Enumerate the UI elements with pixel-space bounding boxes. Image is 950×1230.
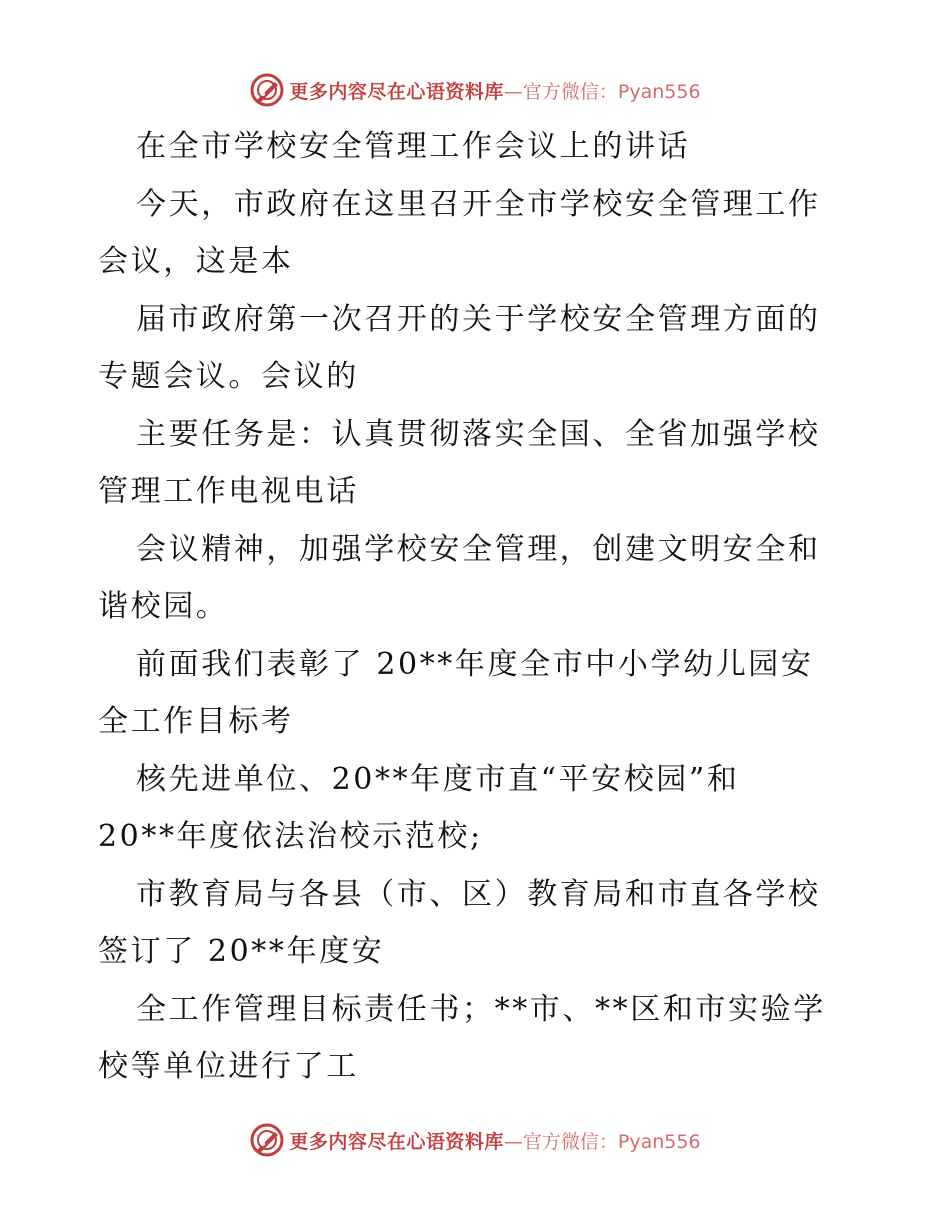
watermark-suffix-text: —官方微信：Pyan556 (503, 80, 701, 103)
watermark-suffix-text: —官方微信：Pyan556 (503, 1130, 701, 1153)
document-text-line: 前面我们表彰了 20**年度全市中小学幼儿园安 (136, 646, 814, 682)
document-text-line: 全工作目标考 (98, 704, 294, 739)
document-text-line: 20**年度依法治校示范校; (98, 819, 483, 854)
document-title-line: 在全市学校安全管理工作会议上的讲话 (136, 129, 691, 164)
document-text-line: 主要任务是：认真贯彻落实全国、全省加强学校 (136, 416, 821, 452)
document-text-line: 会议精神，加强学校安全管理，创建文明安全和 (136, 531, 821, 567)
document-text-line: 专题会议。会议的 (98, 359, 359, 394)
footer-watermark (0, 1120, 950, 1160)
document-body (98, 118, 868, 1096)
brand-logo-icon (249, 72, 285, 108)
header-watermark (0, 70, 950, 110)
document-text-line: 核先进单位、20**年度市直“平安校园”和 (136, 761, 740, 797)
document-text-line: 今天，市政府在这里召开全市学校安全管理工作 (136, 186, 821, 222)
watermark-main-text: 更多内容尽在心语资料库 (289, 1130, 504, 1153)
brand-logo-icon (249, 1122, 285, 1158)
document-text-line: 谐校园。 (98, 589, 229, 624)
document-text-line: 全工作管理目标责任书；**市、**区和市实验学 (136, 991, 826, 1027)
document-text-line: 签订了 20**年度安 (98, 934, 385, 969)
watermark-main-text: 更多内容尽在心语资料库 (289, 80, 504, 103)
document-text-line: 会议，这是本 (98, 244, 294, 279)
document-text-line: 市教育局与各县（市、区）教育局和市直各学校 (136, 876, 821, 912)
document-text-line: 管理工作电视电话 (98, 474, 359, 509)
document-text-line: 校等单位进行了工 (98, 1049, 359, 1084)
document-text-line: 届市政府第一次召开的关于学校安全管理方面的 (136, 301, 821, 337)
